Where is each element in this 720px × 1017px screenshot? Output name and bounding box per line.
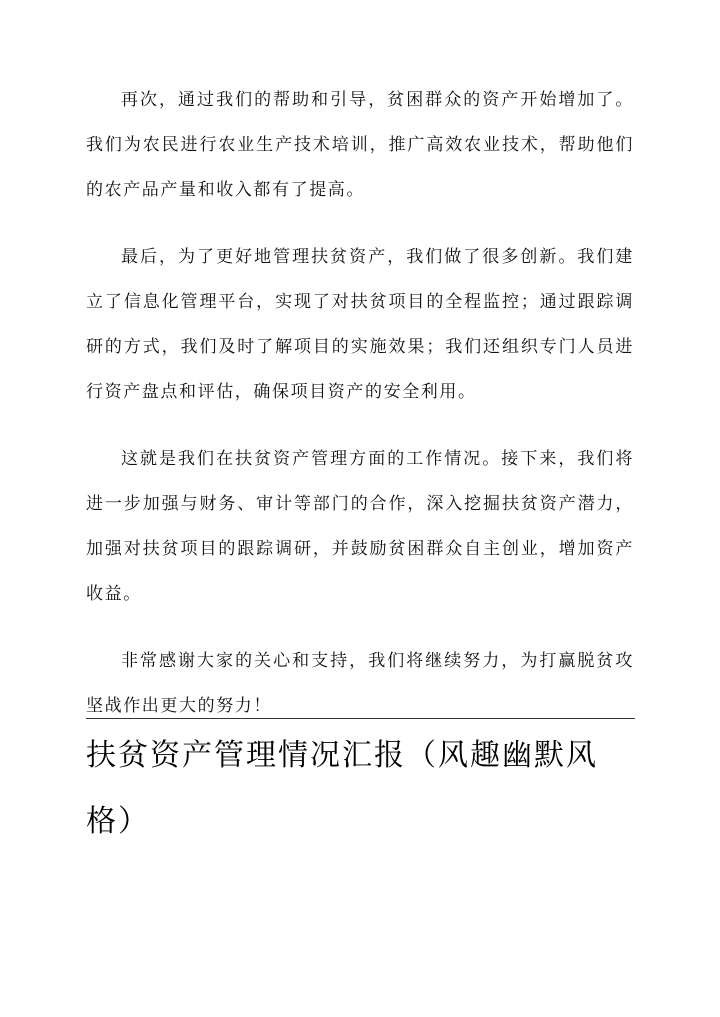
paragraph-thanks: 非常感谢大家的关心和支持，我们将继续努力，为打赢脱贫攻坚战作出更大的努力！	[86, 651, 634, 716]
section-divider	[86, 718, 635, 855]
paragraph-asset-growth: 再次，通过我们的帮助和引导，贫困群众的资产开始增加了。我们为农民进行农业生产技术培训，推广高效农业技术，帮助他们的农产品产量和收入都有了提高。	[86, 90, 634, 200]
paragraph-future-plan: 这就是我们在扶贫资产管理方面的工作情况。接下来，我们将进一步加强与财务、审计等部门的合作，深入挖掘扶贫资产潜力，加强对扶贫项目的跟踪调研，并鼓励贫困群众自主创业，增加资产收益。	[86, 449, 634, 604]
document-body	[86, 78, 634, 751]
paragraph-management-innovation: 最后，为了更好地管理扶贫资产，我们做了很多创新。我们建立了信息化管理平台，实现了对扶贫项目的全程监控；通过跟踪调研的方式，我们及时了解项目的实施效果；我们还组织专门人员进行资产盘点和评估，确保项目资产的安全利用。	[86, 247, 634, 402]
document-heading: 扶贫资产管理情况汇报（风趣幽默风格）	[86, 738, 598, 839]
